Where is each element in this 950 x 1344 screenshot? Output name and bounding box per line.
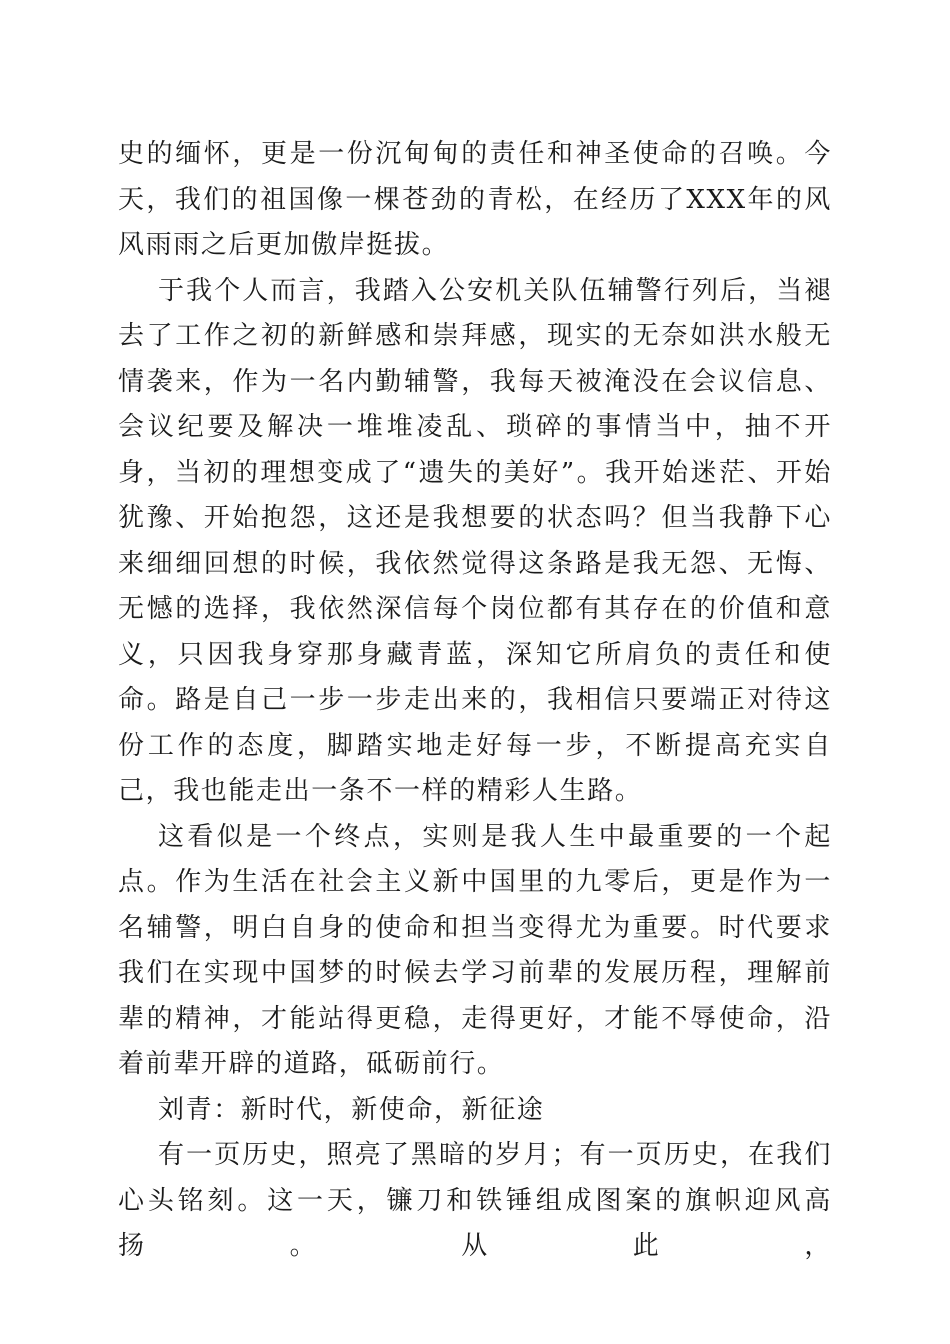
paragraph-personal-reflection: 于我个人而言，我踏入公安机关队伍辅警行列后，当褪去了工作之初的新鲜感和崇拜感，现实的无奈如洪水般无情袭来，作为一名内勤辅警，我每天被淹没在会议信息、会议纪要及解决一堆堆凌乱、琐碎的事情当中，抽不开身，当初的理想变成了“遗失的美好”。我开始迷茫、开始犹豫、开始抱怨，这还是我想要的状态吗？但当我静下心来细细回想的时候，我依然觉得这条路是我无怨、无悔、无憾的选择，我依然深信每个岗位都有其存在的价值和意义，只因我身穿那身藏青蓝，深知它所肩负的责任和使命。路是自己一步一步走出来的，我相信只要端正对待这份工作的态度，脚踏实地走好每一步，不断提高充实自己，我也能走出一条不一样的精彩人生路。 xyxy=(118,275,832,806)
paragraph-starting-point: 这看似是一个终点，实则是我人生中最重要的一个起点。作为生活在社会主义新中国里的九零后，更是作为一名辅警，明白自身的使命和担当变得尤为重要。时代要求我们在实现中国梦的时候去学习前辈的发展历程，理解前辈的精神，才能站得更稳，走得更好，才能不辱使命，沿着前辈开辟的道路，砥砺前行。 xyxy=(118,821,832,1079)
document-body xyxy=(118,132,832,1270)
paragraph-continuation: 史的缅怀，更是一份沉甸甸的责任和神圣使命的召唤。今天，我们的祖国像一棵苍劲的青松，在经历了XXX年的风风雨雨之后更加傲岸挺拔。 xyxy=(118,139,832,260)
section-heading: 刘青：新时代，新使命，新征途 xyxy=(158,1094,545,1125)
paragraph-history: 有一页历史，照亮了黑暗的岁月；有一页历史，在我们心头铭刻。这一天，镰刀和铁锤组成图案的旗帜迎风高扬。从此， xyxy=(118,1140,832,1261)
